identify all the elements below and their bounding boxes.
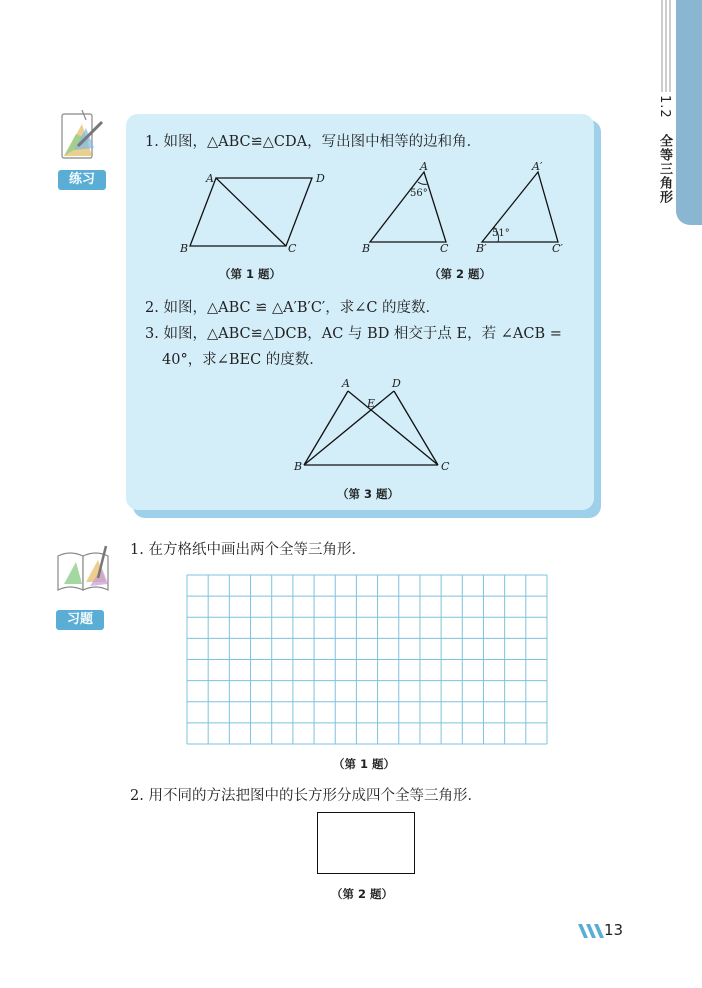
fig1-label-B: B xyxy=(180,242,189,254)
practice-figure-2 xyxy=(356,156,578,256)
exercises-rectangle xyxy=(317,812,415,874)
practice-figure-3-caption: （第 3 题） xyxy=(337,487,400,501)
fig3-label-E: E xyxy=(367,397,376,410)
chapter-side-tab xyxy=(676,0,702,225)
fig3-label-C: C xyxy=(441,460,450,473)
exercises-book-icon xyxy=(54,542,112,596)
exercises-question-1: 1. 在方格纸中画出两个全等三角形． xyxy=(130,542,366,558)
fig2-label-B-prime: B′ xyxy=(476,242,487,255)
practice-question-3-line1: 3. 如图，△ABC≌△DCB，AC 与 BD 相交于点 E，若 ∠ACB = xyxy=(145,326,562,342)
exercises-figure-2-caption: （第 2 题） xyxy=(331,887,394,901)
fig1-label-D: D xyxy=(316,172,325,185)
practice-figure-2-caption: （第 2 题） xyxy=(429,267,492,281)
practice-figure-3 xyxy=(290,375,460,475)
exercises-badge: 习题 xyxy=(56,610,104,630)
fig2-label-C: C xyxy=(440,242,449,255)
page-number-stripes-icon xyxy=(578,924,604,938)
fig2-label-B: B xyxy=(362,242,371,255)
fig2-angle-56: 56° xyxy=(410,188,428,199)
section-label xyxy=(650,95,674,204)
fig2-label-A: A xyxy=(420,160,428,173)
practice-figure-1-caption: （第 1 题） xyxy=(219,267,282,281)
section-title: 全等三角形 xyxy=(657,134,672,205)
practice-question-1: 1. 如图，△ABC≌△CDA，写出图中相等的边和角． xyxy=(145,134,482,150)
fig3-label-A: A xyxy=(342,377,350,390)
practice-question-2: 2. 如图，△ABC ≌ △A′B′C′，求∠C 的度数． xyxy=(145,300,441,316)
practice-question-3-line2: 40°，求∠BEC 的度数． xyxy=(162,352,324,368)
fig1-label-C: C xyxy=(288,242,297,254)
side-decoration-lines xyxy=(660,0,674,92)
exercises-question-2: 2. 用不同的方法把图中的长方形分成四个全等三角形． xyxy=(130,788,482,804)
fig1-label-A: A xyxy=(206,172,214,185)
fig2-angle-51: 51° xyxy=(492,228,510,239)
fig2-label-C-prime: C′ xyxy=(552,242,563,255)
exercises-figure-1-caption: （第 1 题） xyxy=(333,757,396,771)
fig3-label-D: D xyxy=(392,377,401,390)
practice-pencil-icon xyxy=(56,110,108,166)
practice-badge: 练习 xyxy=(58,170,106,190)
fig3-label-B: B xyxy=(294,460,303,473)
grid-paper xyxy=(186,574,548,745)
page-number: 13 xyxy=(604,921,624,939)
section-number: 1.2 xyxy=(657,95,672,119)
fig2-label-A-prime: A′ xyxy=(532,160,543,173)
practice-figure-1 xyxy=(176,168,332,254)
